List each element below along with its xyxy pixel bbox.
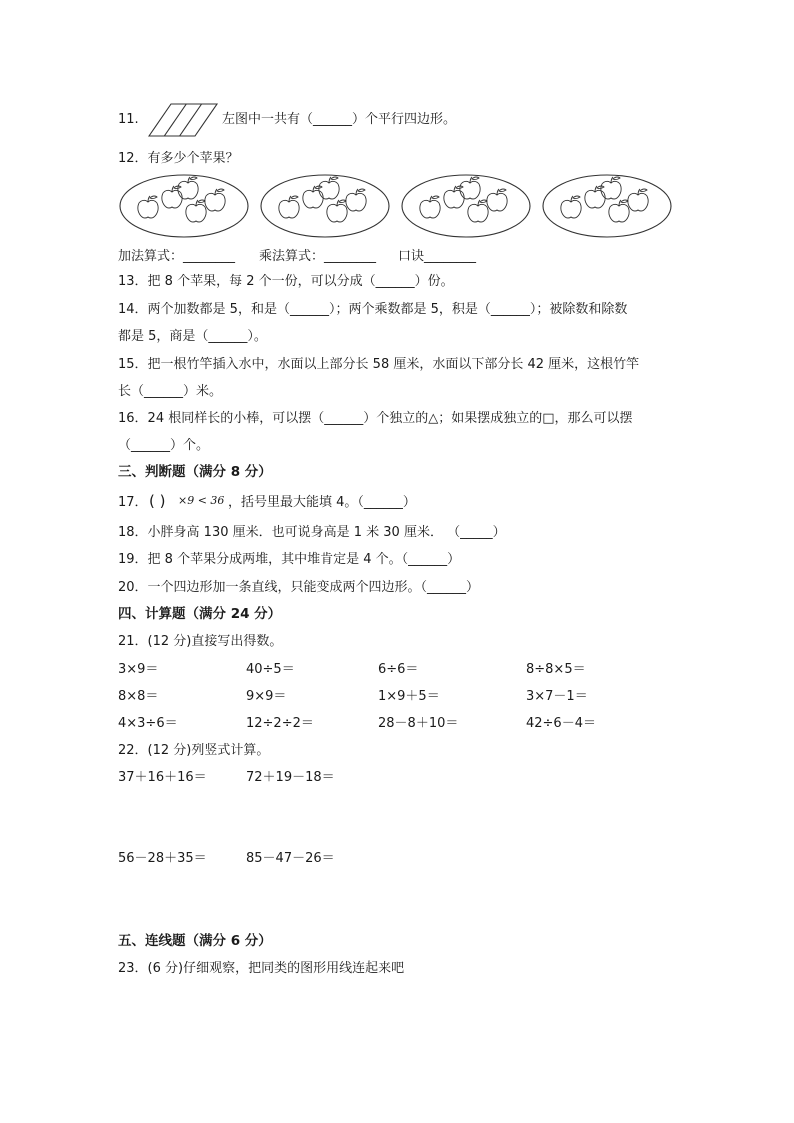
q17-number: 17． bbox=[118, 495, 148, 510]
q12-title: 12．有多少个苹果？ bbox=[118, 151, 239, 166]
q17-text: ，括号里最大能填 4。（______） bbox=[228, 495, 416, 510]
apple-group-2 bbox=[261, 175, 389, 237]
calc-item: 12÷2÷2＝ bbox=[246, 716, 314, 731]
vertical-calc-item: 72＋19－18＝ bbox=[246, 770, 335, 785]
q19: 19．把 8 个苹果分成两堆，其中堆肯定是 4 个。（______） bbox=[118, 552, 461, 567]
q17-expression: ×9 < 36 bbox=[178, 494, 225, 507]
calc-item: 6÷6＝ bbox=[378, 662, 419, 677]
apple-group-3 bbox=[402, 175, 530, 237]
section-4-heading: 四、计算题（满分 24 分） bbox=[118, 606, 282, 622]
calc-item: 9×9＝ bbox=[246, 689, 287, 704]
q17-paren: ( ) bbox=[149, 492, 166, 510]
q15-line1: 15．把一根竹竿插入水中，水面以上部分长 58 厘米，水面以下部分长 42 厘米，这根竹竿 bbox=[118, 357, 640, 372]
calc-item: 28－8＋10＝ bbox=[378, 716, 459, 731]
q12-addition-formula: 加法算式：________ bbox=[118, 249, 236, 264]
q16-line1: 16．24 根同样长的小棒，可以摆（______）个独立的△；如果摆成独立的□，那么可以摆 bbox=[118, 411, 633, 426]
q22-title: 22．(12 分)列竖式计算。 bbox=[118, 743, 270, 758]
q23: 23．(6 分)仔细观察，把同类的图形用线连起来吧 bbox=[118, 961, 405, 976]
apple-group-4 bbox=[543, 175, 671, 237]
section-5-heading: 五、连线题（满分 6 分） bbox=[118, 933, 272, 949]
apple-groups-figure bbox=[116, 172, 678, 240]
q14-line1: 14．两个加数都是 5，和是（______）；两个乘数都是 5，积是（______）；被除数和除数 bbox=[118, 302, 628, 317]
calc-item: 42÷6－4＝ bbox=[526, 716, 596, 731]
q20: 20．一个四边形加一条直线，只能变成两个四边形。（______） bbox=[118, 580, 480, 595]
q14-line2: 都是 5，商是（______）。 bbox=[118, 329, 267, 344]
q12-multiplication-formula: 乘法算式：________ bbox=[259, 249, 377, 264]
q13: 13．把 8 个苹果，每 2 个一份，可以分成（______）份。 bbox=[118, 274, 454, 289]
vertical-calc-item: 85－47－26＝ bbox=[246, 851, 335, 866]
calc-item: 40÷5＝ bbox=[246, 662, 295, 677]
q12-rhyme: 口诀________ bbox=[398, 249, 477, 264]
parallelograms-figure bbox=[147, 102, 219, 138]
vertical-calc-item: 37＋16＋16＝ bbox=[118, 770, 207, 785]
apple-group-1 bbox=[120, 175, 248, 237]
q11-text: 左图中一共有（______）个平行四边形。 bbox=[222, 112, 457, 127]
section-3-heading: 三、判断题（满分 8 分） bbox=[118, 464, 272, 480]
q21-title: 21．(12 分)直接写出得数。 bbox=[118, 634, 283, 649]
calc-item: 1×9＋5＝ bbox=[378, 689, 440, 704]
calc-item: 8×8＝ bbox=[118, 689, 159, 704]
vertical-calc-item: 56－28＋35＝ bbox=[118, 851, 207, 866]
q15-line2: 长（______）米。 bbox=[118, 384, 223, 399]
q18: 18．小胖身高 130 厘米．也可说身高是 1 米 30 厘米． （_____） bbox=[118, 525, 506, 540]
calc-item: 8÷8×5＝ bbox=[526, 662, 586, 677]
calc-item: 3×9＝ bbox=[118, 662, 159, 677]
q16-line2: （______）个。 bbox=[118, 438, 210, 453]
calc-item: 4×3÷6＝ bbox=[118, 716, 178, 731]
q11-number: 11. bbox=[118, 112, 139, 127]
calc-item: 3×7－1＝ bbox=[526, 689, 588, 704]
